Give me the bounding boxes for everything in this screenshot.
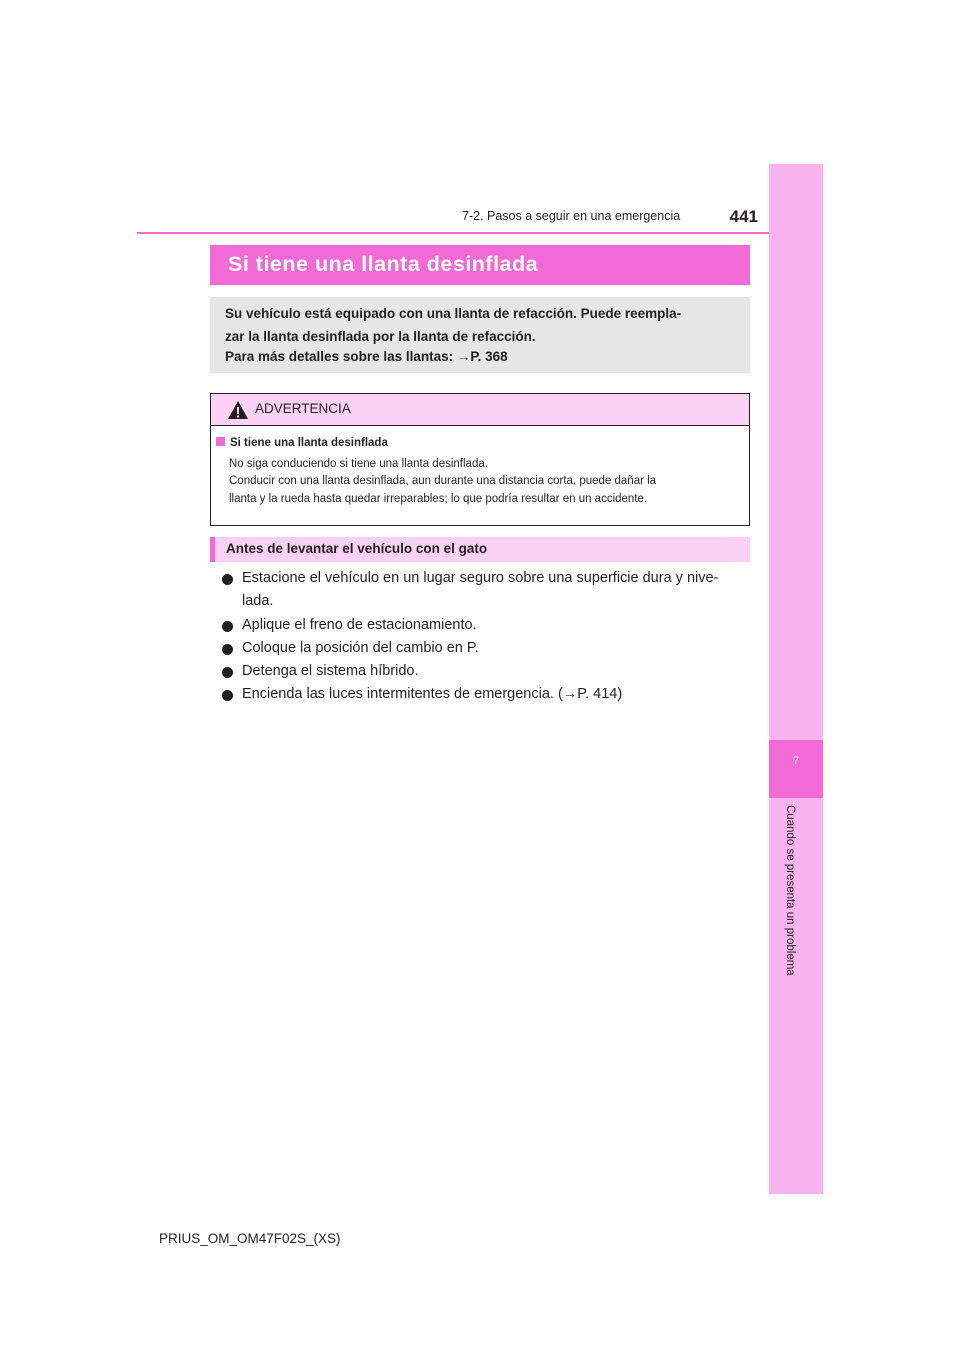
bullet-text: lada. xyxy=(242,593,274,609)
warning-subheading xyxy=(216,437,388,449)
intro-line-reference: Para más detalles sobre las llantas: →P. 368 xyxy=(225,349,508,364)
bullet-dot-icon xyxy=(222,690,233,701)
bullet-text: Estacione el vehículo en un lugar seguro sobre una superficie dura y nive- xyxy=(242,570,719,586)
footer-document-code: PRIUS_OM_OM47F02S_(XS) xyxy=(159,1231,341,1246)
section-title: 7-2. Pasos a seguir en una emergencia xyxy=(462,209,681,223)
square-bullet-icon xyxy=(216,437,225,446)
subheading-band xyxy=(210,537,750,562)
subheading: Antes de levantar el vehículo con el gato xyxy=(226,541,488,556)
warning-label: ADVERTENCIA xyxy=(255,401,351,416)
warning-triangle-icon xyxy=(227,400,249,420)
bullet-text: Detenga el sistema híbrido. xyxy=(242,663,419,679)
chapter-side-tab xyxy=(769,164,823,1194)
intro-line: Su vehículo está equipado con una llanta de refacción. Puede reempla- xyxy=(225,306,682,321)
page-title-band xyxy=(210,245,750,285)
bullet-dot-icon xyxy=(222,644,233,655)
bullet-text: Coloque la posición del cambio en P. xyxy=(242,640,479,656)
chapter-number-tab xyxy=(769,740,823,798)
bullet-text: Aplique el freno de estacionamiento. xyxy=(242,617,477,633)
chapter-label: Cuando se presenta un problema xyxy=(784,805,796,976)
page-number: 441 xyxy=(729,207,758,226)
warning-line: llanta y la rueda hasta quedar irreparables; lo que podría resultar en un accidente. xyxy=(229,493,648,505)
warning-subheading-text: Si tiene una llanta desinflada xyxy=(230,437,388,449)
header-rule xyxy=(137,232,823,234)
warning-box xyxy=(210,393,750,526)
bullet-dot-icon xyxy=(222,667,233,678)
bullet-dot-icon xyxy=(222,621,233,632)
intro-box xyxy=(210,297,750,373)
bullet-dot-icon xyxy=(222,574,233,585)
intro-line: zar la llanta desinflada por la llanta de refacción. xyxy=(225,329,536,344)
warning-header xyxy=(211,394,749,426)
page-title: Si tiene una llanta desinflada xyxy=(228,252,539,276)
warning-line: Conducir con una llanta desinflada, aun durante una distancia corta, puede dañar la xyxy=(229,475,657,487)
chapter-number: 7 xyxy=(792,755,800,767)
warning-line: No siga conduciendo si tiene una llanta desinflada. xyxy=(229,458,488,470)
bullet-text: Encienda las luces intermitentes de emergencia. (→P. 414) xyxy=(242,686,623,702)
